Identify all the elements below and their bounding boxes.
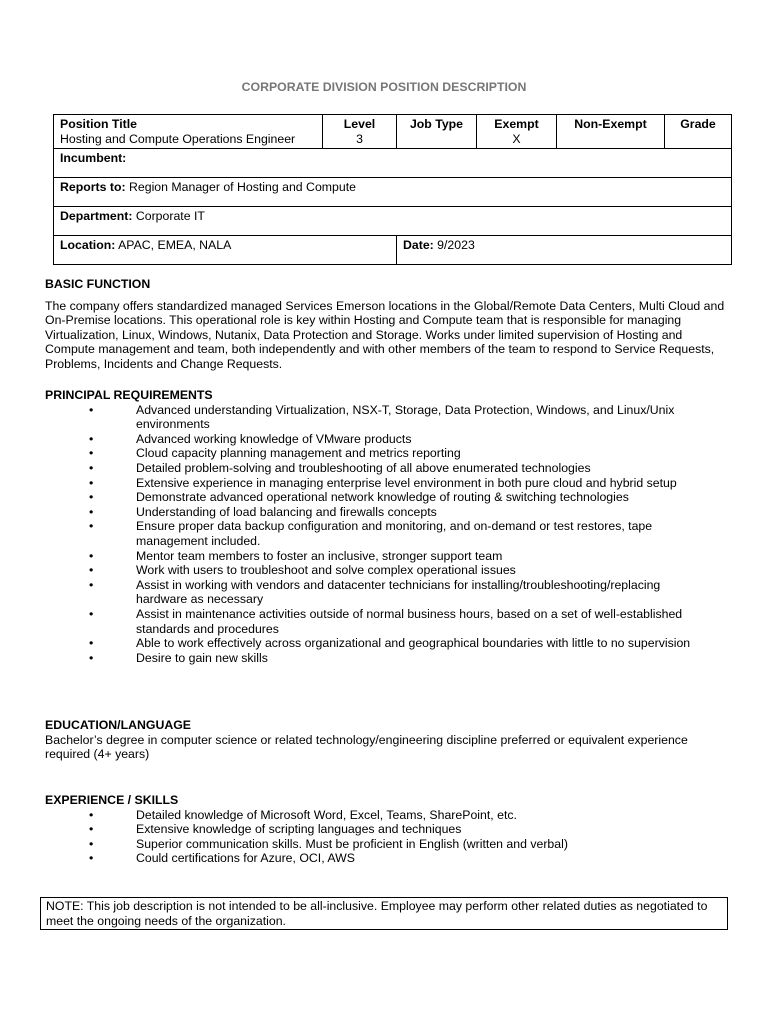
non-exempt-label: Non-Exempt bbox=[574, 117, 647, 131]
position-info-table bbox=[53, 114, 732, 265]
position-title-value: Hosting and Compute Operations Engineer bbox=[60, 131, 296, 146]
date-cell bbox=[397, 236, 732, 265]
department-value: Corporate IT bbox=[132, 209, 205, 224]
date-label: Date: bbox=[403, 238, 434, 253]
list-item: • Detailed problem-solving and troubleshooting of all above enumerated technologies bbox=[45, 461, 691, 476]
list-item: • Assist in working with vendors and datacenter technicians for installing/troubleshooting/replacing hardware as necessary bbox=[45, 578, 691, 607]
principal-requirements-section bbox=[45, 388, 735, 665]
list-item: • Assist in maintenance activities outside of normal business hours, based on a set of well-established standards and procedures bbox=[45, 607, 691, 636]
header-row bbox=[54, 115, 732, 149]
location-label: Location: bbox=[60, 238, 116, 253]
job-type-cell bbox=[397, 115, 477, 149]
basic-function-text: The company offers standardized managed Services Emerson locations in the Global/Remote Data Centers, Multi Cloud and On-Premise locations. This operational role is key within Hosting and Compute team that is responsible for managing Virtualization, Linux, Windows, Nutanix, Data Protection and Storage. Works under limited supervision of Hosting and Compute management and team, both independently and with other members of the team to respond to Service Requests, Problems, Incidents and Change Requests. bbox=[45, 298, 725, 371]
date-value: 9/2023 bbox=[433, 238, 475, 253]
basic-function-section bbox=[45, 277, 735, 372]
location-cell bbox=[54, 236, 397, 265]
list-item: • Able to work effectively across organizational and geographical boundaries with little to no supervision bbox=[45, 636, 691, 651]
position-title-label: Position Title bbox=[60, 117, 137, 131]
department-cell bbox=[54, 207, 732, 236]
grade-cell bbox=[665, 115, 732, 149]
location-row bbox=[54, 236, 732, 265]
education-section bbox=[45, 718, 735, 762]
grade-label: Grade bbox=[680, 117, 716, 131]
exempt-cell bbox=[477, 115, 557, 149]
list-item: • Advanced understanding Virtualization, NSX-T, Storage, Data Protection, Windows, and Linux/Unix environments bbox=[45, 403, 691, 432]
incumbent-cell bbox=[54, 149, 732, 178]
experience-list bbox=[45, 808, 735, 866]
list-item: • Mentor team members to foster an inclusive, stronger support team bbox=[45, 549, 691, 564]
list-item: • Extensive knowledge of scripting languages and techniques bbox=[45, 822, 735, 837]
list-item: • Could certifications for Azure, OCI, AWS bbox=[45, 851, 735, 866]
incumbent-label: Incumbent: bbox=[60, 151, 127, 166]
list-item: • Work with users to troubleshoot and solve complex operational issues bbox=[45, 563, 691, 578]
level-cell bbox=[323, 115, 397, 149]
reports-to-value: Region Manager of Hosting and Compute bbox=[125, 180, 356, 195]
note-box: NOTE: This job description is not intended to be all-inclusive. Employee may perform other related duties as negotiated to meet the ongoing needs of the organization. bbox=[40, 897, 728, 930]
level-label: Level bbox=[343, 117, 376, 131]
list-item: • Advanced working knowledge of VMware products bbox=[45, 432, 691, 447]
list-item: • Superior communication skills. Must be proficient in English (written and verbal) bbox=[45, 837, 735, 852]
location-value: APAC, EMEA, NALA bbox=[115, 238, 232, 253]
position-title-cell bbox=[54, 115, 323, 149]
experience-section bbox=[45, 793, 735, 866]
department-label: Department: bbox=[60, 209, 133, 224]
reports-to-row bbox=[54, 178, 732, 207]
job-type-label: Job Type bbox=[409, 117, 464, 131]
department-row bbox=[54, 207, 732, 236]
list-item: • Ensure proper data backup configuration and monitoring, and on-demand or test restores, tape management included. bbox=[45, 519, 691, 548]
list-item: • Detailed knowledge of Microsoft Word, Excel, Teams, SharePoint, etc. bbox=[45, 808, 735, 823]
document-title: CORPORATE DIVISION POSITION DESCRIPTION bbox=[241, 80, 527, 94]
list-item: • Extensive experience in managing enterprise level environment in both pure cloud and hybrid setup bbox=[45, 476, 691, 491]
education-heading: EDUCATION/LANGUAGE bbox=[45, 718, 191, 732]
level-value: 3 bbox=[356, 131, 363, 146]
list-item: • Desire to gain new skills bbox=[45, 651, 691, 666]
non-exempt-cell bbox=[557, 115, 665, 149]
principal-requirements-heading: PRINCIPAL REQUIREMENTS bbox=[45, 388, 213, 402]
list-item: • Demonstrate advanced operational network knowledge of routing & switching technologies bbox=[45, 490, 691, 505]
basic-function-heading: BASIC FUNCTION bbox=[45, 277, 151, 291]
education-text: Bachelor’s degree in computer science or related technology/engineering discipline preferred or equivalent experience required (4+ years) bbox=[45, 732, 688, 762]
principal-requirements-list bbox=[45, 403, 691, 666]
exempt-label: Exempt bbox=[494, 117, 539, 131]
reports-to-label: Reports to: bbox=[60, 180, 126, 195]
incumbent-row bbox=[54, 149, 732, 178]
reports-to-cell bbox=[54, 178, 732, 207]
list-item: • Understanding of load balancing and firewalls concepts bbox=[45, 505, 691, 520]
exempt-value: X bbox=[512, 131, 521, 146]
experience-heading: EXPERIENCE / SKILLS bbox=[45, 793, 179, 807]
list-item: • Cloud capacity planning management and metrics reporting bbox=[45, 446, 691, 461]
